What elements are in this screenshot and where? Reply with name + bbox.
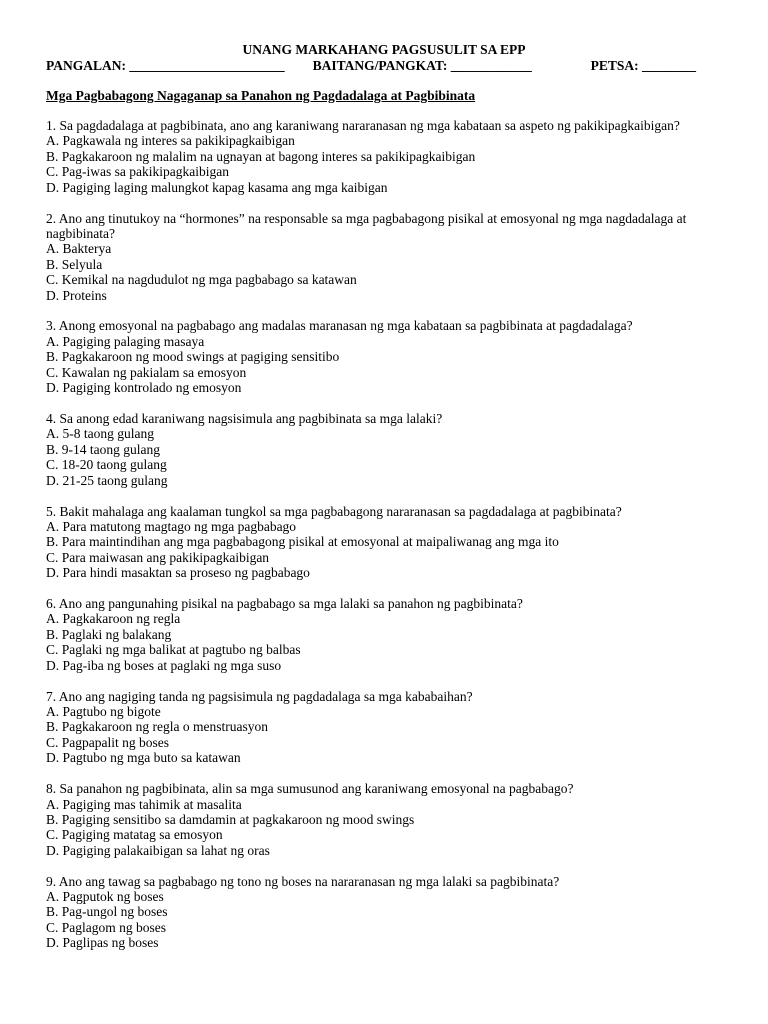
choice-b: B. Selyula	[46, 256, 103, 272]
question-5	[46, 504, 722, 581]
choice-c: C. 18-20 taong gulang	[46, 457, 167, 473]
choice-a: A. Pagiging mas tahimik at masalita	[46, 796, 242, 812]
choice-d: D. Paglipas ng boses	[46, 935, 159, 951]
choice-a: A. Para matutong magtago ng mga pagbabago	[46, 518, 297, 534]
choice-c: C. Para maiwasan ang pakikipagkaibigan	[46, 549, 270, 565]
choice-a: A. Pagputok ng boses	[46, 889, 164, 905]
question-2	[46, 211, 722, 303]
choice-c: C. Paglagom ng boses	[46, 919, 166, 935]
choice-d: D. Pagiging palakaibigan sa lahat ng oras	[46, 842, 270, 858]
choice-a: A. Pagiging palaging masaya	[46, 333, 205, 349]
choice-c: C. Pagiging matatag sa emosyon	[46, 827, 223, 843]
choice-c: C. Pag-iwas sa pakikipagkaibigan	[46, 164, 229, 180]
question-3	[46, 318, 722, 395]
choice-a: A. 5-8 taong gulang	[46, 426, 154, 442]
choice-b: B. Pagkakaroon ng malalim na ugnayan at bagong interes sa pakikipagkaibigan	[46, 148, 476, 164]
choice-d: D. Pag-iba ng boses at paglaki ng mga suso	[46, 657, 282, 673]
choice-d: D. 21-25 taong gulang	[46, 472, 168, 488]
choice-a: A. Pagtubo ng bigote	[46, 704, 161, 719]
choice-d: D. Proteins	[46, 287, 107, 303]
choice-d: D. Pagtubo ng mga buto sa katawan	[46, 750, 241, 766]
question-stem: 4. Sa anong edad karaniwang nagsisimula ang pagbibinata sa mga lalaki?	[46, 411, 443, 426]
choice-b: B. 9-14 taong gulang	[46, 441, 160, 457]
choice-b: B. Pag-ungol ng boses	[46, 904, 168, 920]
question-4	[46, 411, 722, 488]
choice-b: B. Pagkakaroon ng regla o menstruasyon	[46, 719, 268, 735]
name-field-label: PANGALAN: _______________________	[46, 58, 285, 73]
choice-b: B. Pagiging sensitibo sa damdamin at pagkakaroon ng mood swings	[46, 811, 415, 827]
choice-c: C. Pagpapalit ng boses	[46, 734, 169, 750]
choice-b: B. Pagkakaroon ng mood swings at pagiging sensitibo	[46, 349, 340, 365]
choice-d: D. Para hindi masaktan sa proseso ng pagbabago	[46, 565, 310, 581]
question-stem: 1. Sa pagdadalaga at pagbibinata, ano ang karaniwang nararanasan ng mga kabataan sa aspeto ng pakikipagkaibigan?	[46, 118, 680, 133]
grade-section-field-label: BAITANG/PANGKAT: ____________	[312, 58, 532, 73]
question-1	[46, 118, 722, 195]
choice-a: A. Pagkakaroon ng regla	[46, 611, 181, 627]
choice-d: D. Pagiging kontrolado ng emosyon	[46, 380, 242, 396]
question-stem: 7. Ano ang nagiging tanda ng pagsisimula ng pagdadalaga sa mga kababaihan?	[46, 688, 473, 704]
question-stem: 8. Sa panahon ng pagbibinata, alin sa mga sumusunod ang karaniwang emosyonal na pagbabago?	[46, 781, 574, 797]
question-list	[46, 118, 722, 951]
question-6	[46, 596, 722, 673]
question-8	[46, 781, 722, 858]
choice-a: A. Pagkawala ng interes sa pakikipagkaibigan	[46, 133, 295, 149]
question-9	[46, 874, 722, 951]
question-stem: 3. Anong emosyonal na pagbabago ang madalas maranasan ng mga kabataan sa pagbibinata at pagdadalaga?	[46, 318, 633, 334]
date-field-label: PETSA: ________	[590, 58, 696, 73]
choice-c: C. Kemikal na nagdudulot ng mga pagbabago sa katawan	[46, 272, 357, 288]
choice-d: D. Pagiging laging malungkot kapag kasama ang mga kaibigan	[46, 179, 388, 195]
question-stem: 6. Ano ang pangunahing pisikal na pagbabago sa mga lalaki sa panahon ng pagbibinata?	[46, 596, 523, 612]
question-stem: 2. Ano ang tinutukoy na “hormones” na responsable sa mga pagbabagong pisikal at emosyonal ng mga nagdadalaga at nagbibinata?	[46, 210, 687, 241]
exam-title: UNANG MARKAHANG PAGSUSULIT SA EPP	[242, 42, 526, 57]
choice-b: B. Paglaki ng balakang	[46, 626, 172, 642]
choice-b: B. Para maintindihan ang mga pagbabagong pisikal at emosyonal at maipaliwanag ang mga ito	[46, 534, 559, 550]
question-stem: 9. Ano ang tawag sa pagbabago ng tono ng boses na nararanasan ng mga lalaki sa pagbibinata?	[46, 873, 560, 889]
choice-a: A. Bakterya	[46, 241, 112, 257]
choice-c: C. Paglaki ng mga balikat at pagtubo ng balbas	[46, 642, 301, 658]
student-info-row	[46, 58, 722, 74]
section-title: Mga Pagbabagong Nagaganap sa Panahon ng Pagdadalaga at Pagbibinata	[46, 88, 476, 103]
choice-c: C. Kawalan ng pakialam sa emosyon	[46, 364, 247, 380]
question-stem: 5. Bakit mahalaga ang kaalaman tungkol sa mga pagbabagong nararanasan sa pagdadalaga at pagbibinata?	[46, 503, 622, 519]
question-7	[46, 689, 722, 766]
